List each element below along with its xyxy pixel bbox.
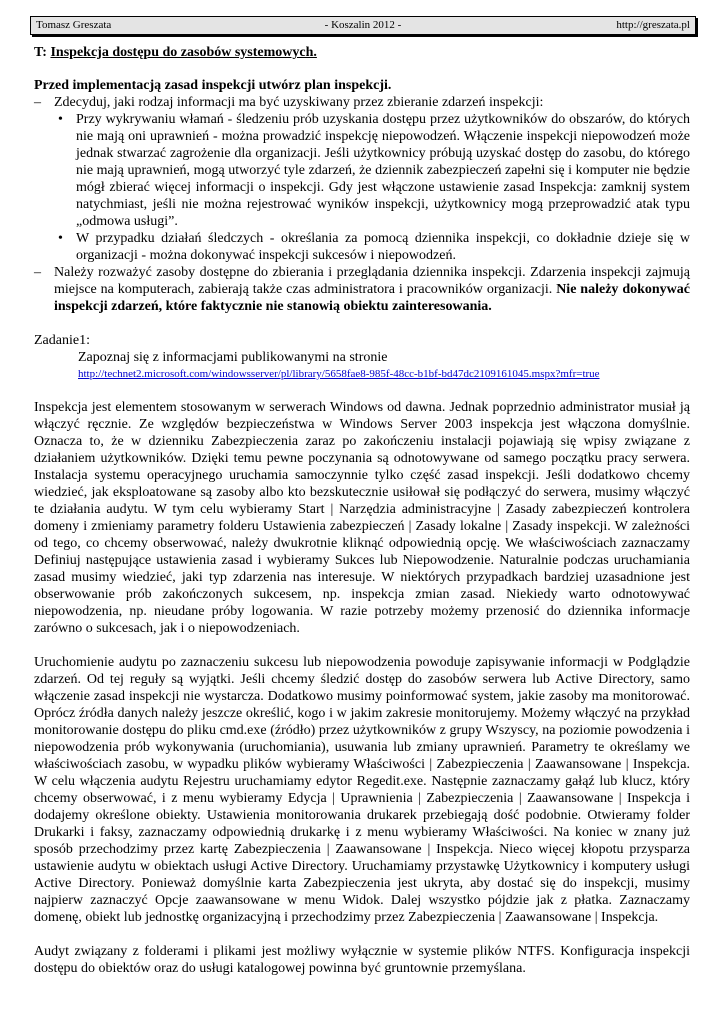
title-prefix: T: <box>34 45 51 60</box>
title-text: Inspekcja dostępu do zasobów systemowych. <box>50 45 317 60</box>
list-item-2-emphasis: Nie należy dokonywać inspekcji zdarzeń, które faktycznie nie stanowią obiektu zainteresowania. <box>54 282 691 314</box>
document-title <box>34 44 690 61</box>
task-link[interactable]: http://technet2.microsoft.com/windowsserver/pl/library/5658fae8-985f-48cc-b1bf-bd47dc2109161045.mspx?mfr=true <box>78 368 600 380</box>
bullet-item-1: • Przy wykrywaniu włamań - śledzeniu prób uzyskania dostępu przez użytkowników do obszarów, do których nie mają oni uprawnień - można prowadzić inspekcję niepowodzeń. Włączenie inspekcji niepowodzeń może jednak stwarzać zagrożenie dla organizacji. Jeśli użytkownicy próbują uzyskać dostęp do zasobu, do którego nie mają uprawnień, mogą utworzyć tyle zdarzeń, że dziennik zabezpieczeń zapełni się i komputer nie będzie mógł zbierać więcej informacji o inspekcji. Gdy jest włączone ustawienie zasad Inspekcja: zamknij system natychmiast, jeśli nie można rejestrować wyników inspekcji, użytkownicy mogą przeprowadzić atak typu „odmowa usługi”. <box>34 111 690 230</box>
section-heading: Przed implementacją zasad inspekcji utwórz plan inspekcji. <box>34 78 392 93</box>
paragraph-2: Uruchomienie audytu po zaznaczeniu sukcesu lub niepowodzenia powoduje zapisywanie informacji w Podglądzie zdarzeń. Od tej reguły są wyjątki. Jeśli chcemy śledzić dostęp do zasobów serwera lub Active Directory, samo włączenie zasad inspekcji nie wystarcza. Dodatkowo musimy poinformować system, jakie zasoby ma monitorować. Oprócz źródła danych należy jeszcze określić, kogo i w jakim zakresie monitorujemy. Możemy włączyć na przykład monitorowanie dostępu do pliku cmd.exe (źródło) przez użytkowników z grupy Wszyscy, na poziomie powodzenia i niepowodzenia prób wykonywania (uruchomiania), usuwania lub zmiany uprawnień. Parametry te określamy we właściwościach zasobu, w wypadku plików wybieramy Właściwości | Zabezpieczenia | Zaawansowane | Inspekcja. W celu włączenia audytu Rejestru uruchamiamy edytor Regedit.exe. Następnie zaznaczamy gałąź lub klucz, który chcemy obserwować, i z menu wybieramy Edycja | Uprawnienia | Zabezpieczenia | Zaawansowane | Inspekcja i dodajemy określone obiekty. Ustawienia monitorowania drukarek przebiegają dość podobnie. Otwieramy folder Drukarki i faksy, zaznaczamy odpowiednią drukarkę i z menu wybieramy Właściwości. Na koniec w znany już sposób przechodzimy przez kartę Zabezpieczenia | Zaawansowane | Inspekcja. Nieco więcej kłopotu przysparza ustawienie audytu w obiektach usługi Active Directory. Uruchamiamy przystawkę Użytkownicy i komputery usługi Active Directory. Ponieważ domyślnie karta Zabezpieczenia jest ukryta, aby dostać się do inspekcji, musimy najpierw zaznaczyć Opcje zaawansowane w menu Widok. Dalej wszystko pójdzie jak z płatka. Zaznaczamy domenę, obiekt lub jednostkę organizacyjną i przechodzimy przez Zabezpieczenia | Zaawansowane | Inspekcja. <box>34 655 690 925</box>
list-item-2-text: Należy rozważyć zasoby dostępne do zbierania i przeglądania dziennika inspekcji. Zdarzenia inspekcji zajmują miejsce na komputerach, zabierają także czas administratora i pracowników organizacji. <box>54 265 690 297</box>
list-item-1: – Zdecyduj, jaki rodzaj informacji ma być uzyskiwany przez zbieranie zdarzeń inspekcji: <box>34 94 690 111</box>
paragraph-1: Inspekcja jest elementem stosowanym w serwerach Windows od dawna. Jednak poprzednio administrator musiał ją włączyć ręcznie. Ze względów bezpieczeństwa w Windows Server 2003 inspekcja jest włączona domyślnie. Oznacza to, że w dzienniku Zabezpieczenia zaraz po zakończeniu instalacji pojawiają się wpisy związane z działaniem użytkowników. Dzięki temu pewne poczynania są odnotowywane od samego początku pracy serwera. Instalacja systemu operacyjnego uruchamia samoczynnie tylko część zasad inspekcji. Jeśli dodatkowo chcemy wiedzieć, jak eksploatowane są zasoby albo kto bezskutecznie usiłował się podłączyć do serwera, musimy włączyć te działania audytu. W tym celu wybieramy Start | Narzędzia administracyjne | Zasady zabezpieczeń kontrolera domeny i zmieniamy parametry folderu Ustawienia zabezpieczeń | Zasady lokalne | Zasady inspekcji. W zależności od tego, co chcemy obserwować, należy dwukrotnie kliknąć odpowiednią opcję. We właściwościach zaznaczamy Definiuj następujące ustawienia zasad i wybieramy Sukces lub Niepowodzenie. Naturalnie podczas uruchamiania zasad musimy wiedzieć, jaki typ zdarzenia nas interesuje. W niektórych przypadkach bardziej uzasadnione jest obserwowanie prób zakończonych sukcesem, np. inspekcja zmian zasad. Niekiedy warto odnotowywać niepowodzenia, np. nieudane próby logowania. W razie potrzeby możemy przenosić do dziennika informacje zarówno o sukcesach, jak i o niepowodzeniach. <box>34 400 690 636</box>
header-author: Tomasz Greszata <box>36 19 112 31</box>
list-item-2 <box>34 264 690 315</box>
page-header <box>30 16 696 35</box>
document-body <box>34 44 690 977</box>
task-text: Zapoznaj się z informacjami publikowanymi na stronie <box>78 350 388 365</box>
paragraph-3: Audyt związany z folderami i plikami jest możliwy wyłącznie w systemie plików NTFS. Konfiguracja inspekcji dostępu do obiektów oraz do usługi katalogowej powinna być gruntownie przemyślana. <box>34 944 690 976</box>
bullet-item-2: • W przypadku działań śledczych - określania za pomocą dziennika inspekcji, co dokładnie dzieje się w organizacji - można dokonywać inspekcji sukcesów i niepowodzeń. <box>34 230 690 264</box>
task-label: Zadanie1: <box>34 333 90 348</box>
header-url: http://greszata.pl <box>616 19 690 31</box>
header-place: - Koszalin 2012 - <box>324 19 402 31</box>
